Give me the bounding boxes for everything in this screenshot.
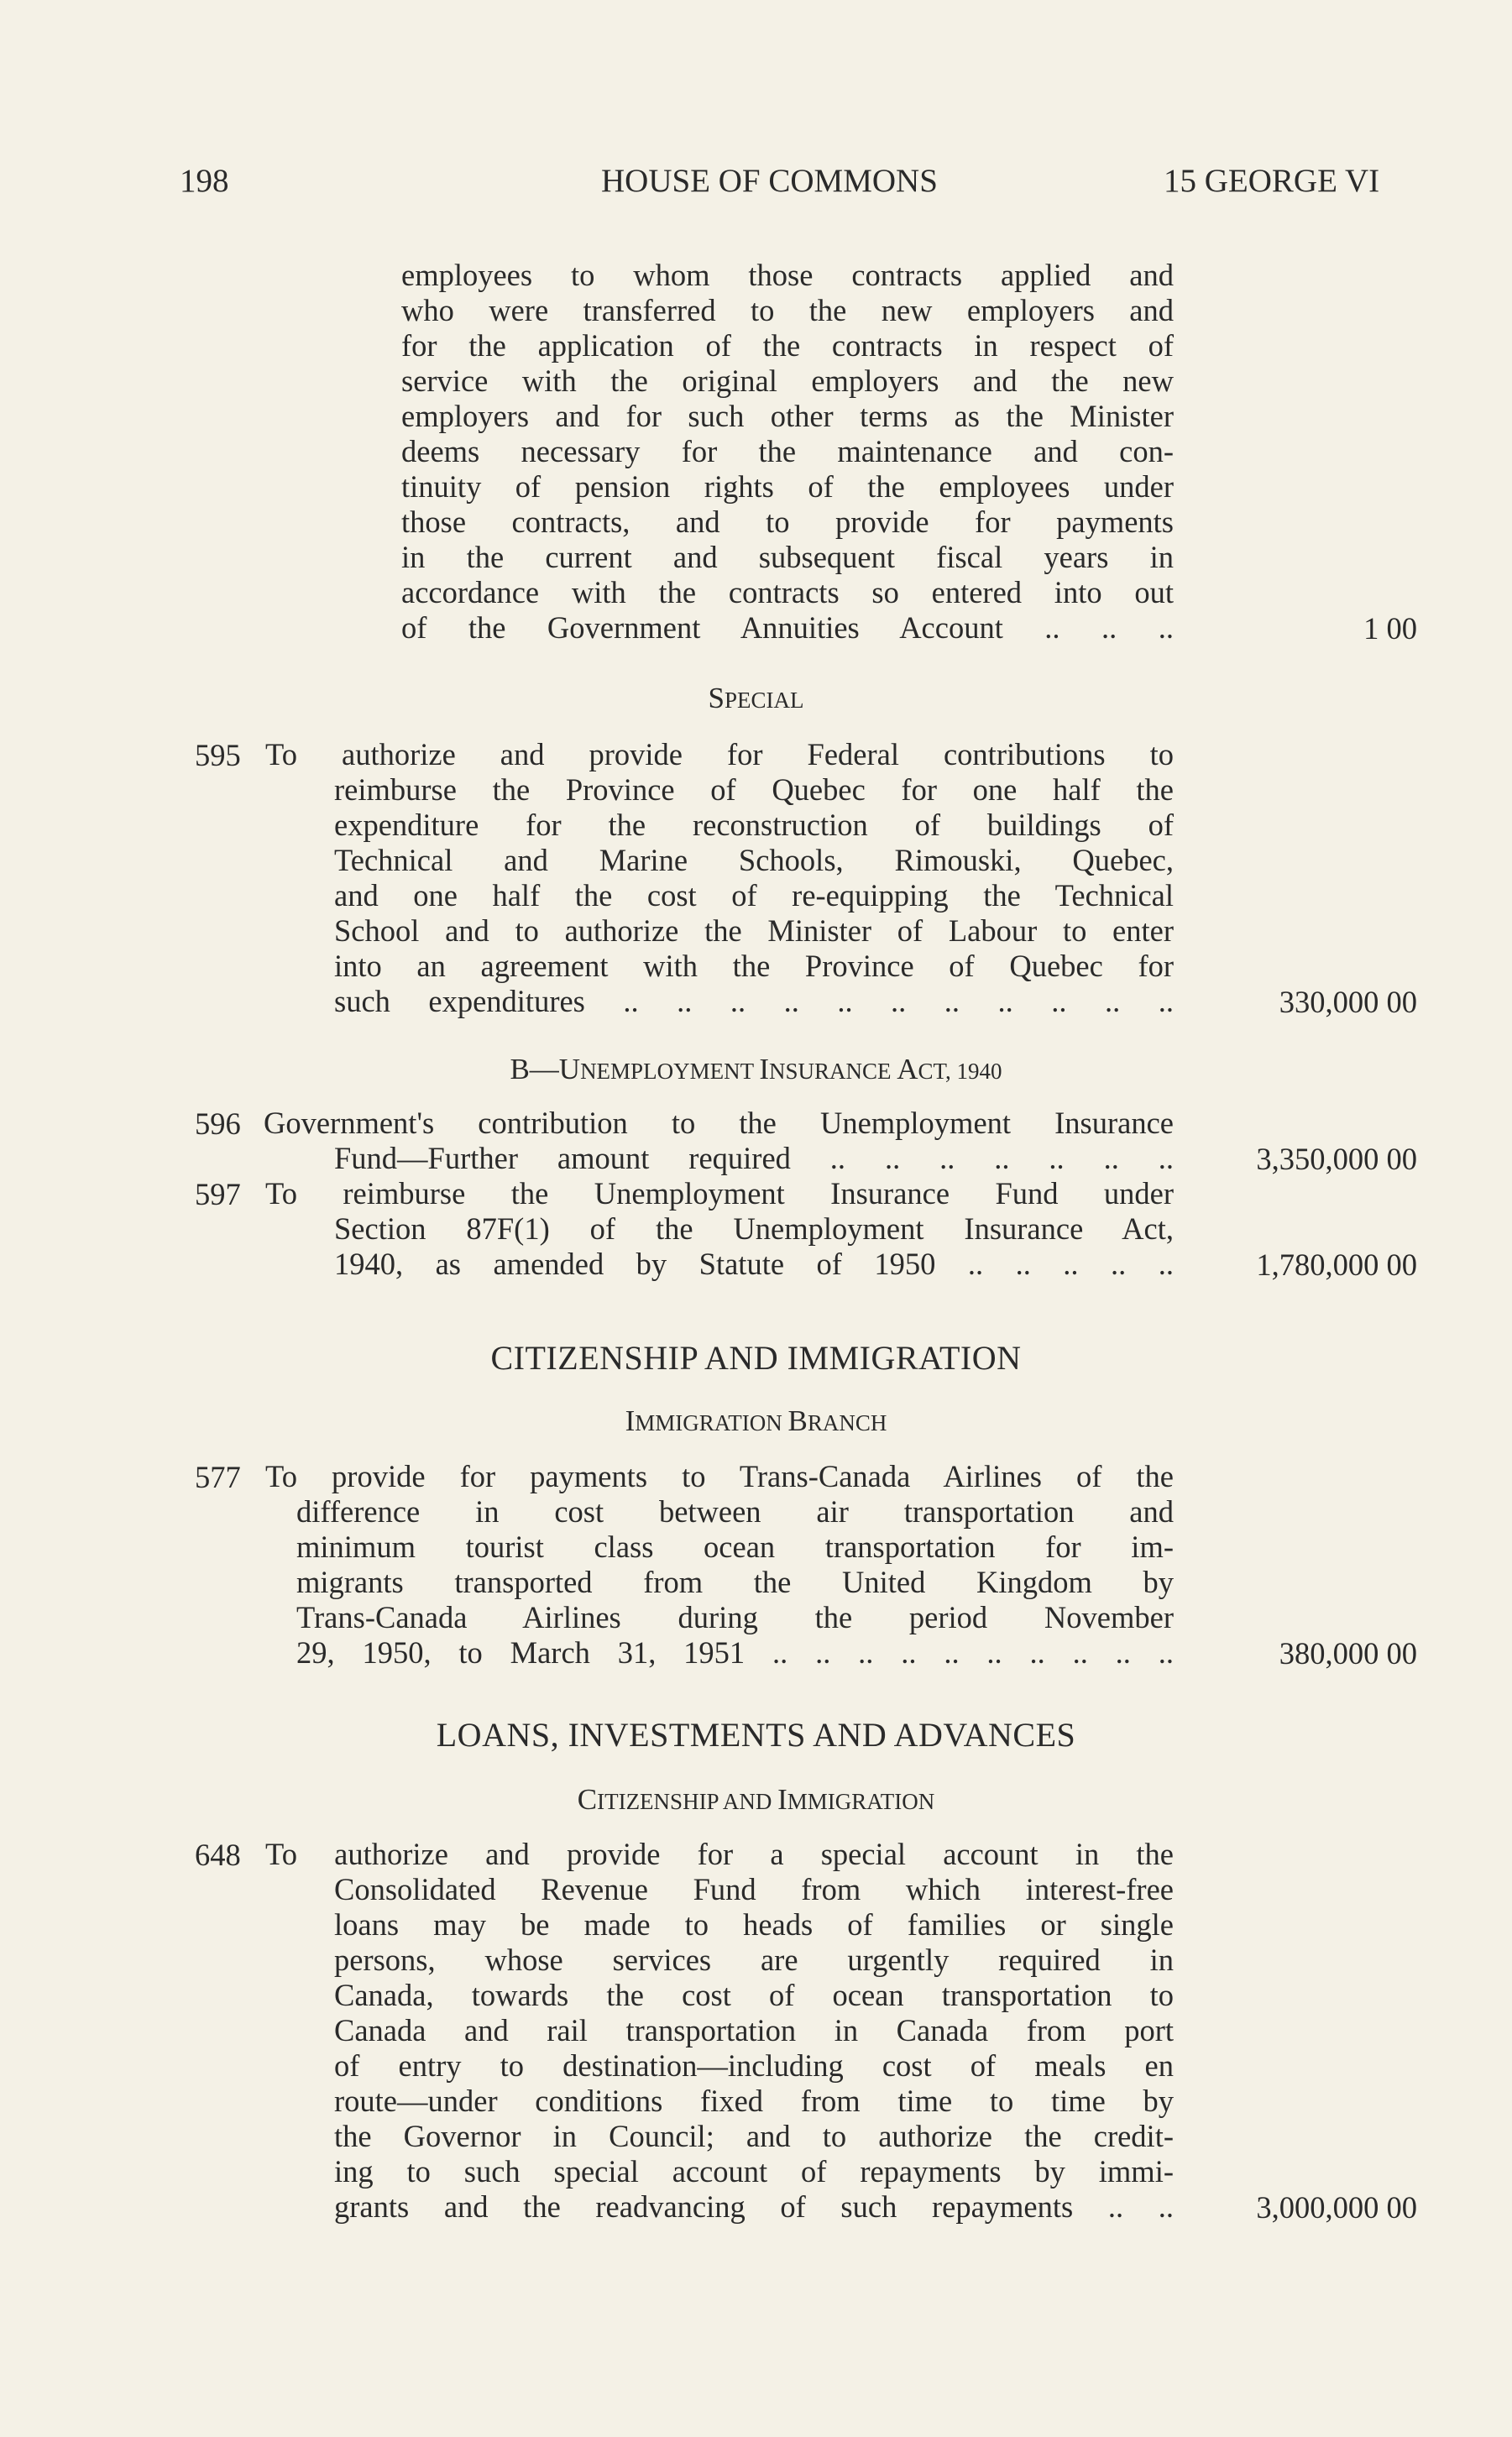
- running-header: [0, 162, 1512, 204]
- amount: 1,780,000 00: [1256, 1247, 1417, 1282]
- text-line: Technical and Marine Schools, Rimouski, Quebec,: [334, 843, 1174, 877]
- section-heading-special: SPECIAL: [708, 682, 804, 714]
- text-line: Trans-Canada Airlines during the period November: [296, 1600, 1174, 1634]
- text-line: Canada and rail transportation in Canada from port: [334, 2013, 1174, 2047]
- text-line: To authorize and provide for Federal contributions to: [265, 737, 1174, 771]
- text-line: and one half the cost of re-equipping the Technical: [334, 878, 1174, 913]
- text-line: minimum tourist class ocean transportation for im-: [296, 1530, 1174, 1564]
- item-number: 595: [195, 738, 241, 772]
- text-line: Fund—Further amount required .. .. .. .. .. .. ..: [334, 1141, 1174, 1175]
- text-line: grants and the readvancing of such repayments .. ..: [334, 2189, 1174, 2224]
- text-line: School and to authorize the Minister of Labour to enter: [334, 913, 1174, 948]
- text-line: To provide for payments to Trans-Canada Airlines of the: [265, 1459, 1174, 1493]
- item-number: 648: [195, 1838, 241, 1872]
- text-line: those contracts, and to provide for payments: [401, 505, 1174, 539]
- department-heading-citizenship: CITIZENSHIP AND IMMIGRATION: [490, 1339, 1022, 1377]
- text-line: expenditure for the reconstruction of buildings of: [334, 808, 1174, 842]
- text-line: in the current and subsequent fiscal years in: [401, 540, 1174, 574]
- amount: 380,000 00: [1279, 1636, 1417, 1671]
- section-heading-unemployment: B—UNEMPLOYMENT INSURANCE ACT, 1940: [510, 1053, 1002, 1085]
- subheading-citizenship-immigration: CITIZENSHIP AND IMMIGRATION: [577, 1783, 935, 1816]
- text-line: Government's contribution to the Unemployment Insurance: [264, 1106, 1174, 1140]
- text-line: of the Government Annuities Account .. .. ..: [401, 610, 1174, 645]
- text-line: employees to whom those contracts applied and: [401, 258, 1174, 292]
- text-line: Section 87F(1) of the Unemployment Insurance Act,: [334, 1211, 1174, 1246]
- text-line: ing to such special account of repayments by immi-: [334, 2154, 1174, 2189]
- text-line: persons, whose services are urgently required in: [334, 1943, 1174, 1977]
- text-line: difference in cost between air transportation and: [296, 1494, 1174, 1529]
- item-number: 596: [195, 1106, 241, 1141]
- text-line: route—under conditions fixed from time to time by: [334, 2084, 1174, 2118]
- amount: 330,000 00: [1279, 985, 1417, 1019]
- text-line: employers and for such other terms as the Minister: [401, 399, 1174, 433]
- text-line: who were transferred to the new employers and: [401, 293, 1174, 327]
- page-title: HOUSE OF COMMONS: [601, 163, 938, 199]
- text-line: into an agreement with the Province of Quebec for: [334, 949, 1174, 983]
- department-heading-loans: LOANS, INVESTMENTS AND ADVANCES: [436, 1716, 1076, 1754]
- text-line: deems necessary for the maintenance and con-: [401, 434, 1174, 468]
- text-line: Canada, towards the cost of ocean transportation to: [334, 1978, 1174, 2012]
- page-number: 198: [180, 163, 229, 199]
- text-line: migrants transported from the United Kingdom by: [296, 1565, 1174, 1599]
- amount: 3,000,000 00: [1256, 2190, 1417, 2225]
- text-line: To authorize and provide for a special account in the: [265, 1837, 1174, 1871]
- subheading-immigration-branch: IMMIGRATION BRANCH: [625, 1404, 887, 1437]
- text-line: reimburse the Province of Quebec for one half the: [334, 772, 1174, 807]
- item-number: 597: [195, 1177, 241, 1211]
- text-line: tinuity of pension rights of the employees under: [401, 469, 1174, 504]
- amount: 1 00: [1363, 611, 1417, 646]
- text-line: of entry to destination—including cost of meals en: [334, 2048, 1174, 2083]
- text-line: To reimburse the Unemployment Insurance Fund under: [265, 1176, 1174, 1211]
- text-line: such expenditures .. .. .. .. .. .. .. .. .. .. ..: [334, 984, 1174, 1018]
- text-line: the Governor in Council; and to authorize the credit-: [334, 2119, 1174, 2153]
- text-line: accordance with the contracts so entered into out: [401, 575, 1174, 609]
- amount: 3,350,000 00: [1256, 1142, 1417, 1176]
- text-line: 29, 1950, to March 31, 1951 .. .. .. .. .. .. .. .. .. ..: [296, 1635, 1174, 1670]
- text-line: service with the original employers and the new: [401, 363, 1174, 398]
- item-number: 577: [195, 1460, 241, 1494]
- text-line: for the application of the contracts in respect of: [401, 328, 1174, 363]
- text-line: Consolidated Revenue Fund from which interest-free: [334, 1872, 1174, 1906]
- text-line: 1940, as amended by Statute of 1950 .. .. .. .. ..: [334, 1247, 1174, 1281]
- text-line: loans may be made to heads of families or single: [334, 1907, 1174, 1942]
- reign-label: 15 GEORGE VI: [1164, 163, 1380, 199]
